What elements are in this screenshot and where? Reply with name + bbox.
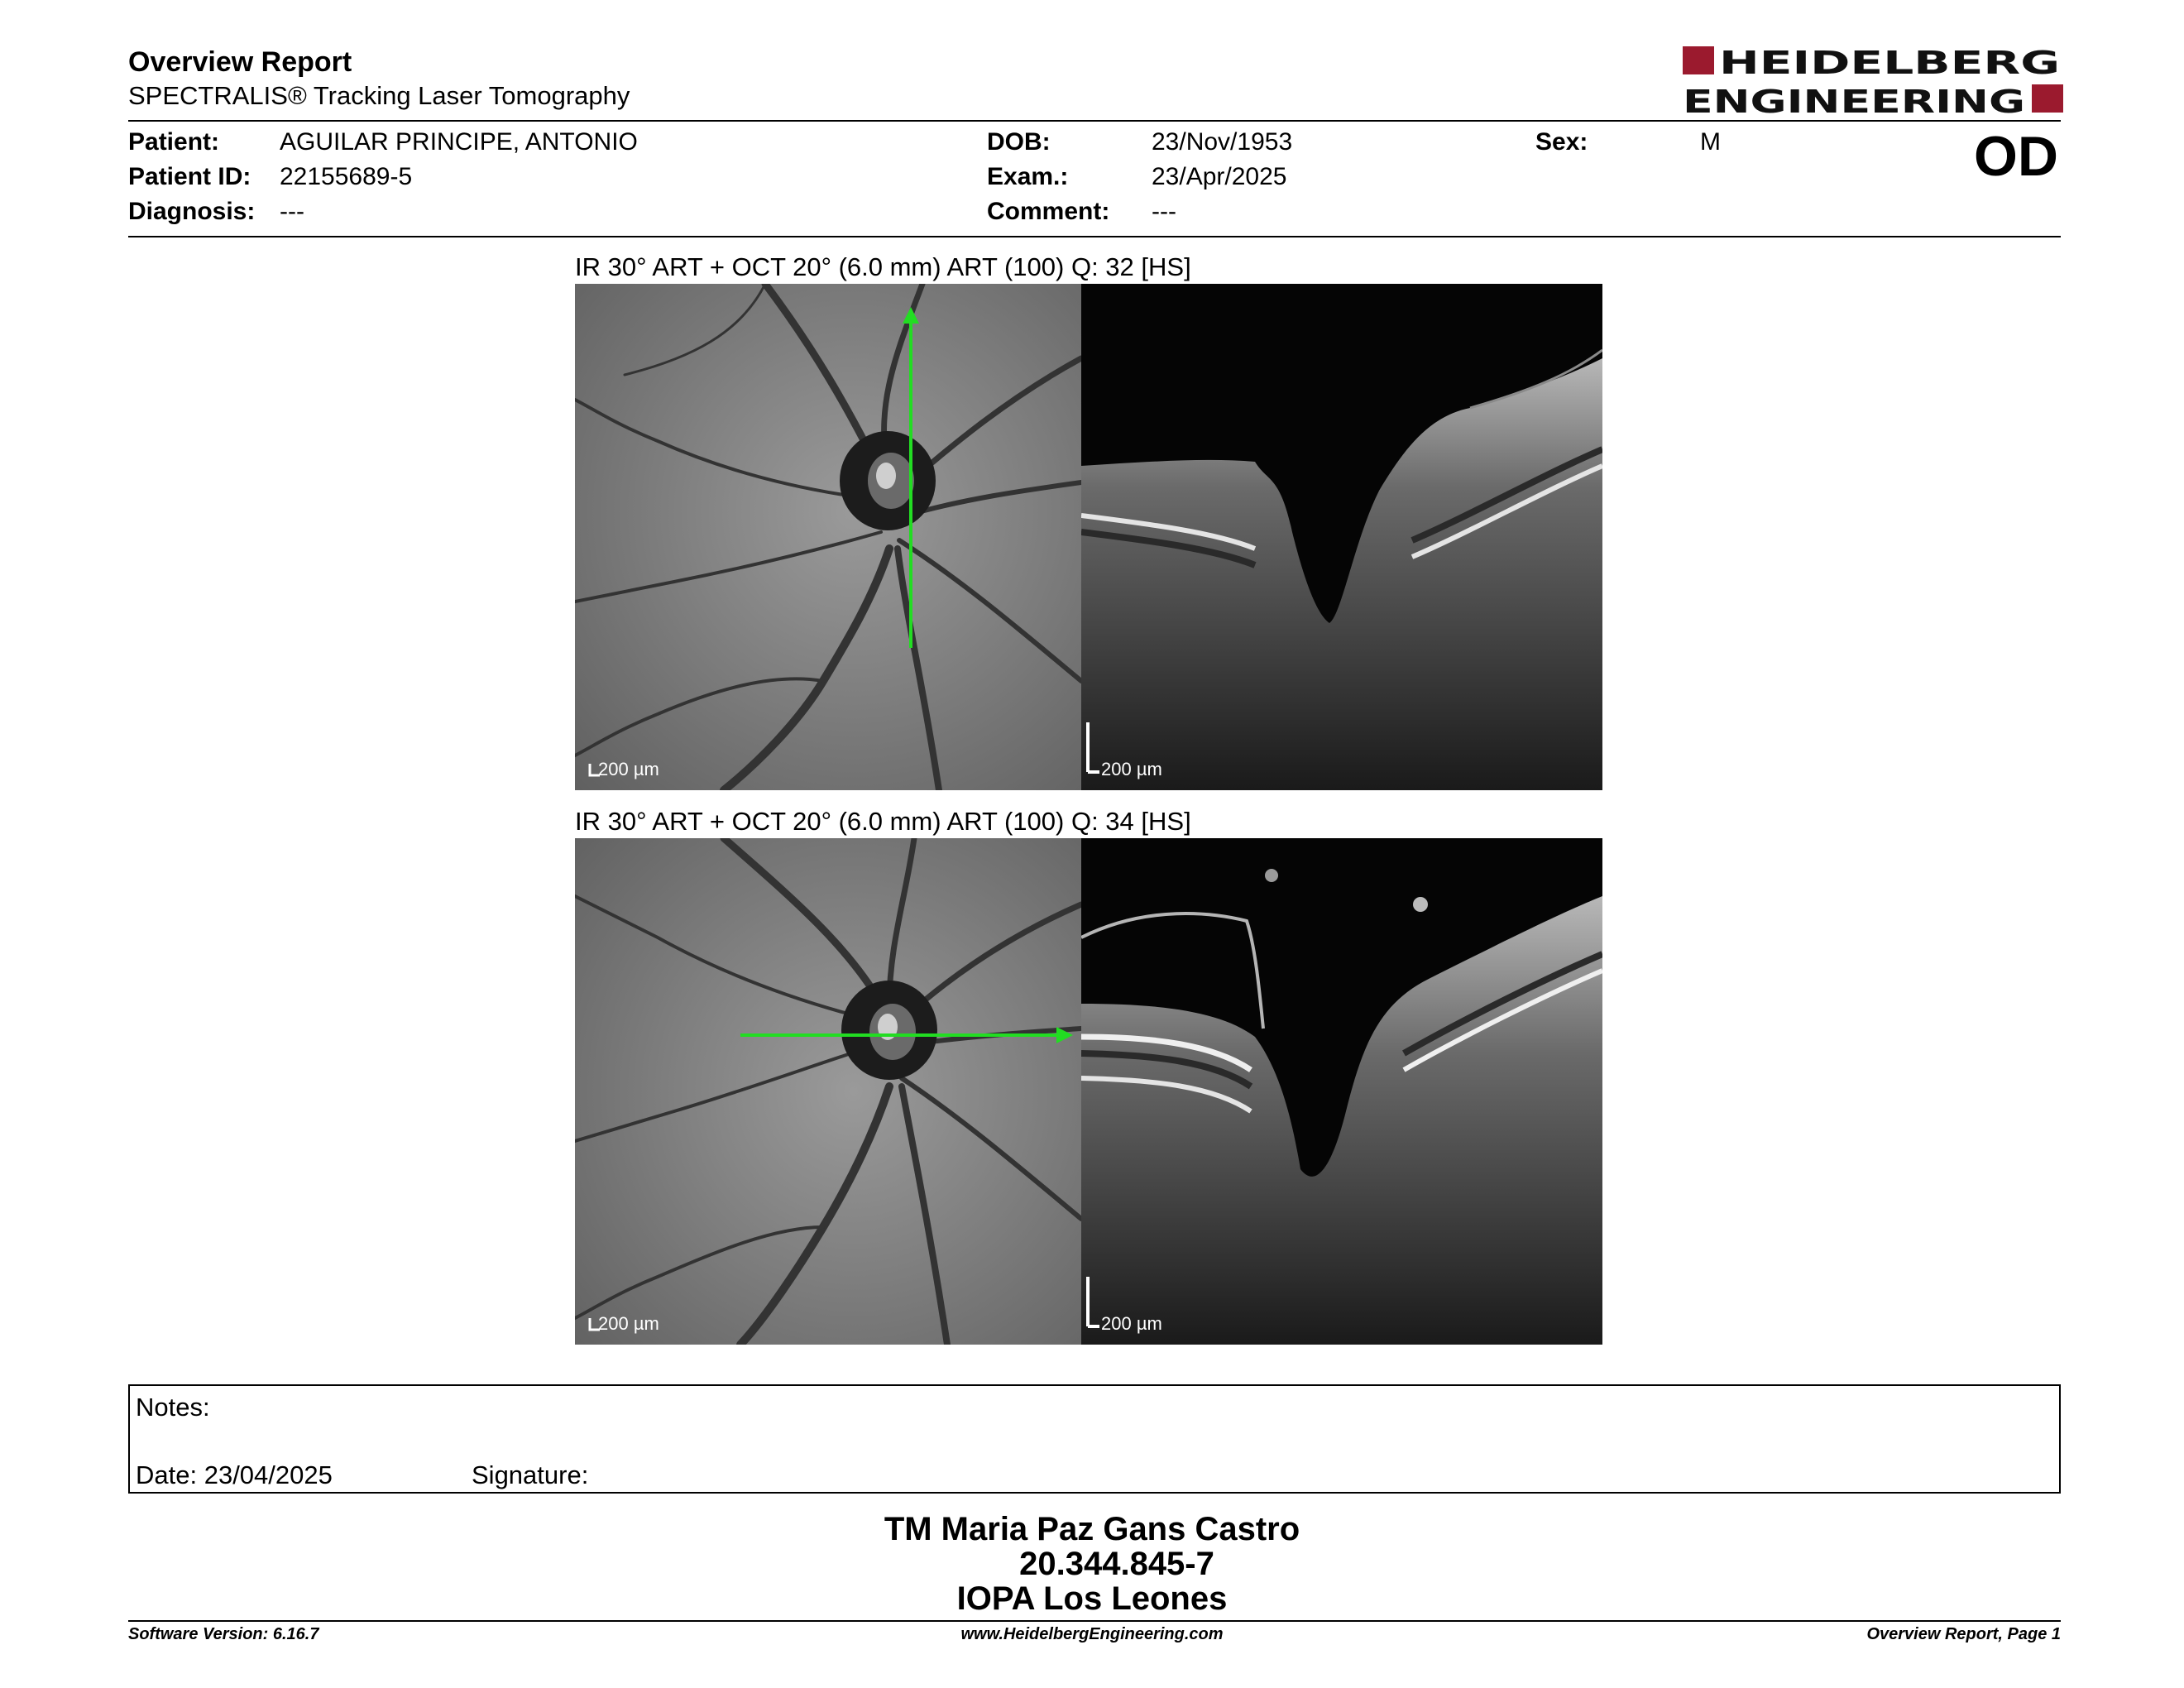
notes-label: Notes: <box>136 1393 210 1422</box>
technician-name: TM Maria Paz Gans Castro <box>884 1511 1300 1547</box>
exam-value: 23/Apr/2025 <box>1152 163 1287 190</box>
comment-label: Comment: <box>987 198 1110 225</box>
footer-divider <box>128 1620 2061 1622</box>
patient-name: AGUILAR PRINCIPE, ANTONIO <box>280 128 638 156</box>
sex-value: M <box>1700 128 1721 156</box>
institution-name: IOPA Los Leones <box>956 1580 1228 1617</box>
comment-value: --- <box>1152 198 1176 225</box>
scan-2-oct-scale: 200 µm <box>1101 1313 1162 1334</box>
brand-line1: HEIDELBERG <box>1719 45 2060 81</box>
patient-divider <box>128 236 2061 237</box>
patient-label: Patient: <box>128 128 220 156</box>
patient-id-label: Patient ID: <box>128 163 251 190</box>
dob-label: DOB: <box>987 128 1051 156</box>
notes-date: Date: 23/04/2025 <box>136 1460 333 1489</box>
diagnosis-label: Diagnosis: <box>128 198 256 225</box>
scan-1-oct-scale: 200 µm <box>1101 759 1162 779</box>
dob-value: 23/Nov/1953 <box>1152 128 1293 156</box>
footer-page: Overview Report, Page 1 <box>1866 1625 2061 1643</box>
scan-2-oct-bscan <box>1081 838 1602 1345</box>
technician-rut: 20.344.845-7 <box>1019 1546 1214 1582</box>
brand-line2: ENGINEERING <box>1683 84 2025 116</box>
scan-1-fundus-image <box>575 284 1081 790</box>
patient-id: 22155689-5 <box>280 163 413 190</box>
signature-label: Signature: <box>472 1460 589 1489</box>
scan-2-fundus-image <box>575 838 1081 1345</box>
footer-website: www.HeidelbergEngineering.com <box>960 1625 1224 1643</box>
scan-1-oct-bscan <box>1081 284 1602 790</box>
exam-label: Exam.: <box>987 163 1069 190</box>
heidelberg-logo <box>1683 45 2063 116</box>
diagnosis-value: --- <box>280 198 304 225</box>
scan-2-title: IR 30° ART + OCT 20° (6.0 mm) ART (100) Q: 34 [HS] <box>575 807 1191 836</box>
sex-label: Sex: <box>1535 128 1588 156</box>
scan-1-title: IR 30° ART + OCT 20° (6.0 mm) ART (100) Q: 32 [HS] <box>575 252 1191 281</box>
notes-box <box>128 1384 2061 1494</box>
scan-2-fundus-scale: 200 µm <box>598 1313 659 1334</box>
header-divider <box>128 120 2061 122</box>
report-subtitle: SPECTRALIS® Tracking Laser Tomography <box>128 81 630 110</box>
scan-1-fundus-scale: 200 µm <box>598 759 659 779</box>
report-title: Overview Report <box>128 46 352 78</box>
software-version: Software Version: 6.16.7 <box>128 1625 319 1643</box>
eye-indicator: OD <box>1974 125 2058 188</box>
